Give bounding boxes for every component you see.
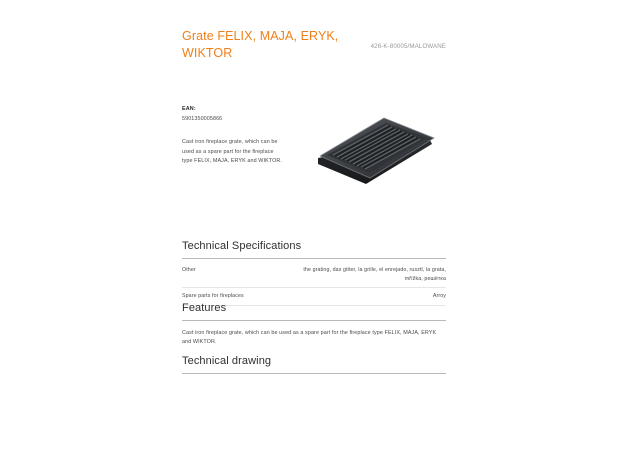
technical-specifications-section bbox=[182, 240, 446, 306]
product-image bbox=[310, 108, 440, 194]
divider bbox=[182, 320, 446, 321]
spec-value: Arroy bbox=[287, 288, 446, 306]
section-title-specs: Technical Specifications bbox=[182, 240, 302, 252]
divider bbox=[182, 258, 446, 259]
features-text: Cast iron fireplace grate, which can be used as a spare part for the fireplace type FELIX, MAJA, ERYK and WIKTOR. bbox=[182, 330, 437, 346]
divider bbox=[182, 373, 446, 374]
section-title-drawing: Technical drawing bbox=[182, 355, 272, 367]
table-row bbox=[182, 262, 446, 288]
product-info-block bbox=[182, 105, 287, 167]
ean-label: EAN: bbox=[182, 106, 196, 112]
product-description: Cast iron fireplace grate, which can be used as a spare part for the fireplace type FELIX, MAJA, ERYK and WIKTOR. bbox=[182, 139, 282, 164]
spec-key: Spare parts for fireplaces bbox=[182, 288, 287, 306]
specifications-table bbox=[182, 262, 446, 306]
document-header bbox=[182, 28, 446, 62]
product-code: 426-K-80005/MALOWANE bbox=[370, 43, 446, 50]
document-sheet bbox=[182, 0, 446, 450]
technical-drawing-section bbox=[182, 355, 446, 374]
spec-key: Other bbox=[182, 262, 287, 288]
ean-value: 5901350005866 bbox=[182, 116, 223, 122]
page-title: Grate FELIX, MAJA, ERYK, WIKTOR bbox=[182, 29, 339, 60]
section-title-features: Features bbox=[182, 302, 227, 314]
features-section bbox=[182, 302, 446, 348]
spec-value: the grating, das gitter, la grille, el enrejado, rusztl, la grata, mřížka, решётка bbox=[287, 262, 446, 288]
